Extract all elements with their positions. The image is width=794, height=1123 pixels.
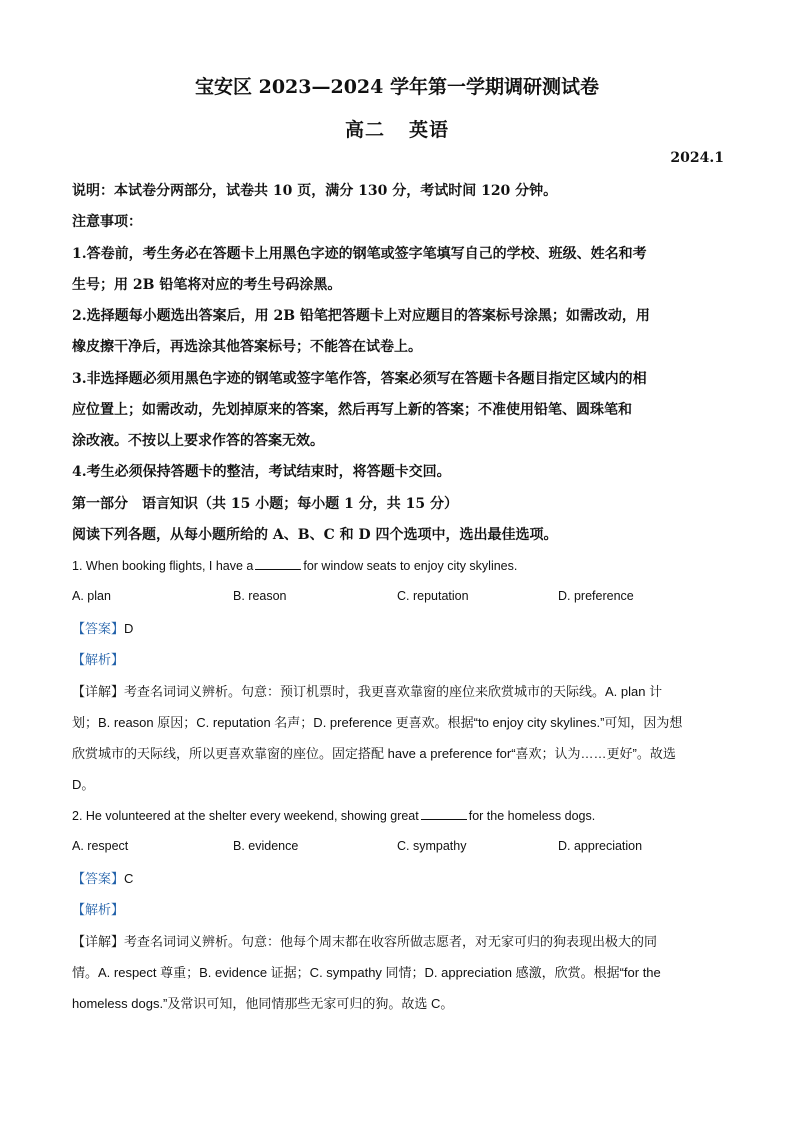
exam-subtitle (0, 115, 794, 142)
explanation-text: 说明：本试卷分两部分，试卷共 10 页，满分 130 分，考试时间 120 分钟。 (72, 183, 558, 199)
notes-line: 涂改液。不按以上要求作答的答案无效。 (72, 433, 324, 449)
answer-line (72, 619, 724, 639)
answer-blank (255, 557, 301, 570)
notes-line: 4.考生必须保持答题卡的整洁，考试结束时，将答题卡交回。 (72, 464, 451, 480)
option-d: D. appreciation (558, 839, 643, 853)
detail-line: 划；B. reason 原因；C. reputation 名声；D. preference 更喜欢。根据“to enjoy city skylines.”可知，因为想 (72, 715, 683, 730)
analysis-label: 【解析】 (72, 652, 125, 667)
detail-line: D。 (72, 777, 95, 792)
answer-label: 【答案】 (72, 621, 125, 636)
question-stem: 2. He volunteered at the shelter every weekend, showing great for the homeless dogs. (72, 809, 596, 823)
section-title: 第一部分 语言知识（共 15 小题；每小题 1 分，共 15 分） (72, 496, 458, 512)
detail-line: 【详解】考查名词词义辨析。句意：预订机票时，我更喜欢靠窗的座位来欣赏城市的天际线。A. plan 计 (72, 684, 663, 699)
answer-label: 【答案】 (72, 871, 125, 886)
answer-line (72, 869, 724, 889)
analysis-label: 【解析】 (72, 902, 125, 917)
option-d: D. preference (558, 589, 634, 603)
option-c: C. sympathy (397, 839, 467, 853)
notes-line: 3.非选择题必须用黑色字迹的钢笔或签字笔作答，答案必须写在答题卡各题目指定区域内的相 (72, 371, 647, 387)
section-instruction: 阅读下列各题，从每小题所给的 A、B、C 和 D 四个选项中，选出最佳选项。 (72, 527, 558, 543)
answer-value: D (124, 621, 134, 636)
option-b: B. reason (233, 589, 287, 603)
question-stem: 1. When booking flights, I have a for window seats to enjoy city skylines. (72, 559, 518, 573)
detail-line: 【详解】考查名词词义辨析。句意：他每个周末都在收容所做志愿者，对无家可归的狗表现出极大的同 (72, 934, 658, 949)
grade-label: 高二 (344, 119, 385, 141)
option-b: B. evidence (233, 839, 299, 853)
notes-line: 生号；用 2B 铅笔将对应的考生号码涂黑。 (72, 277, 342, 293)
exam-title: 宝安区 2023—2024 学年第一学期调研测试卷 (195, 76, 599, 98)
option-a: A. plan (72, 589, 111, 603)
option-a: A. respect (72, 839, 129, 853)
detail-line: 欣赏城市的天际线，所以更喜欢靠窗的座位。固定搭配 have a preference for“喜欢；认为……更好”。故选 (72, 746, 676, 761)
option-c: C. reputation (397, 589, 469, 603)
notes-line: 1.答卷前，考生务必在答题卡上用黑色字迹的钢笔或签字笔填写自己的学校、班级、姓名和考 (72, 246, 647, 262)
subject-label: 英语 (409, 119, 450, 141)
notes-line: 应位置上；如需改动，先划掉原来的答案，然后再写上新的答案；不准使用铅笔、圆珠笔和 (72, 402, 632, 418)
notes-heading: 注意事项： (72, 214, 142, 230)
detail-line: 情。A. respect 尊重；B. evidence 证据；C. sympathy 同情；D. appreciation 感激，欣赏。根据“for the (72, 965, 661, 980)
notes-line: 橡皮擦干净后，再选涂其他答案标号；不能答在试卷上。 (72, 339, 422, 355)
answer-blank (421, 807, 467, 820)
answer-value: C (124, 871, 134, 886)
exam-date: 2024.1 (670, 150, 724, 166)
notes-line: 2.选择题每小题选出答案后，用 2B 铅笔把答题卡上对应题目的答案标号涂黑；如需改动，用 (72, 308, 650, 324)
detail-line: homeless dogs.”及常识可知，他同情那些无家可归的狗。故选 C。 (72, 996, 454, 1011)
